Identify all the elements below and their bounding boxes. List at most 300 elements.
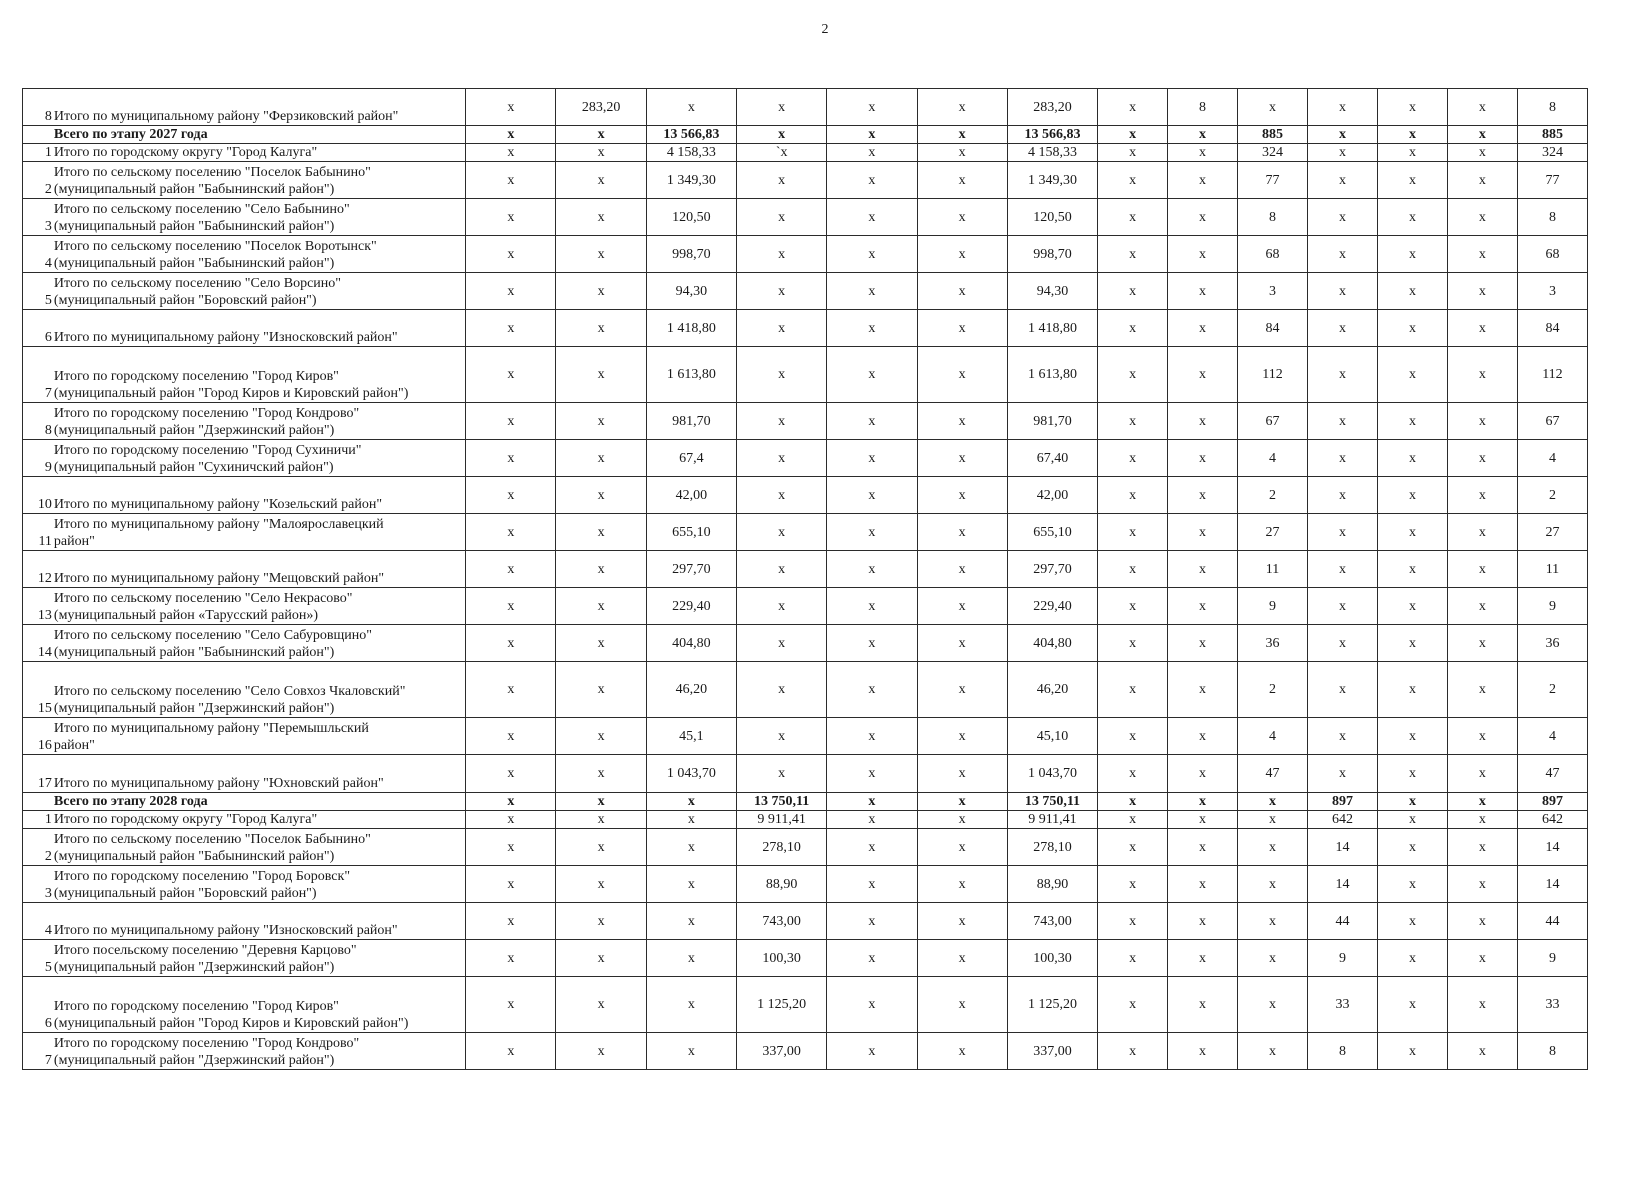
row-number: 3 xyxy=(23,866,53,903)
table-cell: х xyxy=(1168,793,1238,811)
row-number: 9 xyxy=(23,440,53,477)
table-cell: 84 xyxy=(1517,310,1587,347)
table-cell: 655,10 xyxy=(1007,514,1097,551)
table-cell: х xyxy=(917,199,1007,236)
table-cell: 8 xyxy=(1168,89,1238,126)
table-cell: 337,00 xyxy=(1007,1033,1097,1070)
row-number: 6 xyxy=(23,310,53,347)
table-cell: х xyxy=(1307,755,1377,793)
row-number: 7 xyxy=(23,347,53,403)
table-cell: 1 125,20 xyxy=(1007,977,1097,1033)
table-cell: х xyxy=(827,144,917,162)
table-cell: 45,10 xyxy=(1007,718,1097,755)
table-cell: 13 566,83 xyxy=(646,126,736,144)
table-cell: х xyxy=(737,755,827,793)
table-cell: х xyxy=(646,793,736,811)
table-cell: х xyxy=(1447,126,1517,144)
table-cell: х xyxy=(1098,162,1168,199)
table-cell: х xyxy=(466,903,556,940)
table-cell: х xyxy=(556,1033,646,1070)
table-cell: х xyxy=(1168,903,1238,940)
table-cell: х xyxy=(1377,755,1447,793)
table-cell: х xyxy=(917,126,1007,144)
table-cell: х xyxy=(1098,866,1168,903)
row-number: 5 xyxy=(23,940,53,977)
table-cell: х xyxy=(556,144,646,162)
row-name: Итого по сельскому поселению "Село Бабынино" (муниципальный район "Бабынинский район") xyxy=(53,199,466,236)
row-name: Итого по муниципальному району "Мещовский район" xyxy=(53,551,466,588)
table-cell: х xyxy=(556,866,646,903)
table-cell: х xyxy=(827,236,917,273)
table-cell: х xyxy=(1307,310,1377,347)
table-cell: х xyxy=(827,588,917,625)
table-cell: х xyxy=(827,514,917,551)
table-cell: х xyxy=(556,903,646,940)
table-cell: х xyxy=(466,514,556,551)
total-row xyxy=(23,126,1588,144)
table-cell: х xyxy=(1098,144,1168,162)
table-cell: х xyxy=(1447,310,1517,347)
table-cell: 84 xyxy=(1238,310,1308,347)
table-row xyxy=(23,162,1588,199)
table-cell: 11 xyxy=(1238,551,1308,588)
table-cell: х xyxy=(1098,310,1168,347)
table-cell: 88,90 xyxy=(1007,866,1097,903)
table-cell: 3 xyxy=(1517,273,1587,310)
table-cell: х xyxy=(556,440,646,477)
table-cell: х xyxy=(1168,440,1238,477)
table-cell: х xyxy=(1168,718,1238,755)
table-cell: х xyxy=(466,866,556,903)
table-cell: 283,20 xyxy=(1007,89,1097,126)
table-cell: 68 xyxy=(1238,236,1308,273)
table-cell: х xyxy=(1098,588,1168,625)
table-row xyxy=(23,89,1588,126)
table-cell: х xyxy=(737,477,827,514)
table-cell: х xyxy=(917,662,1007,718)
table-cell: х xyxy=(917,793,1007,811)
table-cell: 885 xyxy=(1517,126,1587,144)
table-cell: 1 349,30 xyxy=(1007,162,1097,199)
table-cell: х xyxy=(1307,273,1377,310)
table-cell: х xyxy=(1447,477,1517,514)
table-cell: 897 xyxy=(1307,793,1377,811)
table-cell: 1 043,70 xyxy=(1007,755,1097,793)
table-cell: х xyxy=(1098,940,1168,977)
table-cell: х xyxy=(556,477,646,514)
table-cell: х xyxy=(1168,588,1238,625)
table-cell: 4 xyxy=(1517,718,1587,755)
table-cell: х xyxy=(1307,347,1377,403)
table-cell: х xyxy=(1238,811,1308,829)
table-cell: 1 418,80 xyxy=(1007,310,1097,347)
table-cell: 897 xyxy=(1517,793,1587,811)
table-cell: х xyxy=(827,755,917,793)
table-row xyxy=(23,625,1588,662)
table-cell: 67 xyxy=(1238,403,1308,440)
table-cell: х xyxy=(1098,89,1168,126)
table-cell: х xyxy=(1098,514,1168,551)
table-cell: х xyxy=(917,477,1007,514)
table-row xyxy=(23,903,1588,940)
row-name: Итого по городскому поселению "Город Сухиничи" (муниципальный район "Сухиничский район") xyxy=(53,440,466,477)
row-number: 1 xyxy=(23,144,53,162)
table-cell: х xyxy=(917,236,1007,273)
table-cell: х xyxy=(1098,829,1168,866)
table-cell: х xyxy=(1447,162,1517,199)
table-row xyxy=(23,940,1588,977)
table-cell: х xyxy=(737,514,827,551)
table-cell: 45,1 xyxy=(646,718,736,755)
table-cell: 337,00 xyxy=(737,1033,827,1070)
table-cell: х xyxy=(1098,551,1168,588)
table-cell: х xyxy=(1098,977,1168,1033)
table-cell: 8 xyxy=(1517,1033,1587,1070)
table-cell: х xyxy=(556,829,646,866)
table-cell: х xyxy=(1307,144,1377,162)
row-number xyxy=(23,793,53,811)
table-cell: х xyxy=(1168,477,1238,514)
table-cell: 36 xyxy=(1238,625,1308,662)
table-cell: х xyxy=(1168,1033,1238,1070)
table-cell: 77 xyxy=(1517,162,1587,199)
table-cell: х xyxy=(917,588,1007,625)
table-cell: х xyxy=(917,940,1007,977)
table-cell: 94,30 xyxy=(646,273,736,310)
table-cell: 4 158,33 xyxy=(1007,144,1097,162)
table-cell: х xyxy=(1447,199,1517,236)
table-cell: 8 xyxy=(1238,199,1308,236)
table-cell: 981,70 xyxy=(1007,403,1097,440)
row-name: Итого посельскому поселению "Деревня Карцово" (муниципальный район "Дзержинский район") xyxy=(53,940,466,977)
table-cell: х xyxy=(1168,273,1238,310)
row-name: Итого по городскому поселению "Город Киров" (муниципальный район "Город Киров и Кировский район") xyxy=(53,347,466,403)
table-cell: х xyxy=(1168,199,1238,236)
table-cell: х xyxy=(827,347,917,403)
table-row xyxy=(23,588,1588,625)
table-cell: 112 xyxy=(1238,347,1308,403)
table-cell: х xyxy=(917,718,1007,755)
table-cell: 743,00 xyxy=(1007,903,1097,940)
table-cell: х xyxy=(1307,403,1377,440)
table-cell: 14 xyxy=(1307,866,1377,903)
table-cell: х xyxy=(1377,236,1447,273)
table-cell: х xyxy=(466,273,556,310)
table-cell: х xyxy=(827,89,917,126)
table-cell: х xyxy=(827,551,917,588)
table-cell: х xyxy=(827,440,917,477)
table-cell: х xyxy=(466,310,556,347)
row-number: 14 xyxy=(23,625,53,662)
table-cell: х xyxy=(466,829,556,866)
table-cell: х xyxy=(827,162,917,199)
table-cell: х xyxy=(1098,273,1168,310)
table-row xyxy=(23,977,1588,1033)
table-cell: х xyxy=(466,588,556,625)
table-cell: х xyxy=(646,829,736,866)
table-row xyxy=(23,310,1588,347)
table-cell: х xyxy=(1098,811,1168,829)
row-name: Всего по этапу 2027 года xyxy=(53,126,466,144)
row-number: 4 xyxy=(23,236,53,273)
table-cell: х xyxy=(466,162,556,199)
table-cell: х xyxy=(1377,440,1447,477)
table-cell: х xyxy=(556,977,646,1033)
table-cell: х xyxy=(827,310,917,347)
row-number: 12 xyxy=(23,551,53,588)
table-cell: 283,20 xyxy=(556,89,646,126)
table-cell: х xyxy=(1447,273,1517,310)
table-cell: 2 xyxy=(1517,477,1587,514)
table-cell: 46,20 xyxy=(1007,662,1097,718)
table-cell: х xyxy=(737,89,827,126)
table-cell: х xyxy=(466,718,556,755)
table-cell: х xyxy=(466,811,556,829)
table-cell: х xyxy=(556,755,646,793)
table-row xyxy=(23,551,1588,588)
table-cell: х xyxy=(1447,866,1517,903)
table-cell: х xyxy=(646,940,736,977)
table-cell: 404,80 xyxy=(646,625,736,662)
row-name: Итого по городскому округу "Город Калуга" xyxy=(53,144,466,162)
table-cell: х xyxy=(827,403,917,440)
table-cell: х xyxy=(827,940,917,977)
table-row xyxy=(23,718,1588,755)
table-cell: 13 566,83 xyxy=(1007,126,1097,144)
table-cell: х xyxy=(917,866,1007,903)
row-number: 8 xyxy=(23,89,53,126)
row-number: 10 xyxy=(23,477,53,514)
row-name: Итого по муниципальному району "Износковский район" xyxy=(53,903,466,940)
table-cell: х xyxy=(917,273,1007,310)
row-name: Итого по муниципальному району "Юхновский район" xyxy=(53,755,466,793)
table-cell: 14 xyxy=(1307,829,1377,866)
table-cell: 67,4 xyxy=(646,440,736,477)
table-cell: х xyxy=(1307,588,1377,625)
table-row xyxy=(23,477,1588,514)
row-name: Итого по городскому поселению "Город Кондрово" (муниципальный район "Дзержинский район") xyxy=(53,1033,466,1070)
table-cell: х xyxy=(917,440,1007,477)
table-cell: х xyxy=(1377,310,1447,347)
table-cell: 13 750,11 xyxy=(737,793,827,811)
table-cell: 9 xyxy=(1517,940,1587,977)
table-cell: х xyxy=(1447,793,1517,811)
table-cell: 3 xyxy=(1238,273,1308,310)
table-cell: х xyxy=(1168,126,1238,144)
row-number: 1 xyxy=(23,811,53,829)
table-cell: х xyxy=(1098,236,1168,273)
table-cell: 33 xyxy=(1307,977,1377,1033)
table-cell: х xyxy=(737,551,827,588)
row-name: Итого по городскому поселению "Город Киров" (муниципальный район "Город Киров и Кировский район") xyxy=(53,977,466,1033)
table-cell: х xyxy=(1377,811,1447,829)
table-cell: х xyxy=(827,273,917,310)
table-cell: х xyxy=(827,477,917,514)
table-cell: х xyxy=(827,793,917,811)
table-cell: х xyxy=(1447,551,1517,588)
table-cell: `х xyxy=(737,144,827,162)
table-cell: х xyxy=(556,625,646,662)
table-cell: х xyxy=(1377,126,1447,144)
table-cell: х xyxy=(1168,162,1238,199)
table-cell: х xyxy=(1447,662,1517,718)
row-name: Итого по сельскому поселению "Село Ворсино" (муниципальный район "Боровский район") xyxy=(53,273,466,310)
table-cell: 885 xyxy=(1238,126,1308,144)
table-cell: х xyxy=(737,236,827,273)
table-cell: х xyxy=(1168,347,1238,403)
table-cell: х xyxy=(1447,718,1517,755)
table-cell: х xyxy=(1377,662,1447,718)
table-cell: х xyxy=(646,977,736,1033)
table-cell: х xyxy=(556,199,646,236)
table-row xyxy=(23,662,1588,718)
table-row xyxy=(23,829,1588,866)
table-cell: 44 xyxy=(1517,903,1587,940)
row-number: 2 xyxy=(23,829,53,866)
table-cell: х xyxy=(556,718,646,755)
table-cell: х xyxy=(1307,89,1377,126)
table-cell: х xyxy=(1168,755,1238,793)
table-cell: х xyxy=(466,477,556,514)
table-cell: 36 xyxy=(1517,625,1587,662)
table-row xyxy=(23,440,1588,477)
table-cell: 642 xyxy=(1307,811,1377,829)
table-cell: х xyxy=(917,903,1007,940)
table-row xyxy=(23,1033,1588,1070)
table-cell: 33 xyxy=(1517,977,1587,1033)
table-cell: х xyxy=(1238,829,1308,866)
table-cell: х xyxy=(1307,718,1377,755)
table-cell: х xyxy=(1238,977,1308,1033)
table-cell: 4 xyxy=(1238,718,1308,755)
table-cell: х xyxy=(1377,477,1447,514)
table-cell: х xyxy=(827,662,917,718)
row-number: 13 xyxy=(23,588,53,625)
table-cell: х xyxy=(737,126,827,144)
row-name: Итого по сельскому поселению "Село Сабуровщино" (муниципальный район "Бабынинский район") xyxy=(53,625,466,662)
table-row xyxy=(23,236,1588,273)
table-cell: х xyxy=(1238,866,1308,903)
table-cell: х xyxy=(917,310,1007,347)
table-cell: х xyxy=(1377,403,1447,440)
table-cell: х xyxy=(1447,440,1517,477)
table-cell: 47 xyxy=(1238,755,1308,793)
table-cell: 100,30 xyxy=(1007,940,1097,977)
table-cell: х xyxy=(737,347,827,403)
table-cell: х xyxy=(737,310,827,347)
table-cell: х xyxy=(1377,89,1447,126)
total-row xyxy=(23,793,1588,811)
row-name: Итого по сельскому поселению "Село Совхоз Чкаловский" (муниципальный район "Дзержинский район") xyxy=(53,662,466,718)
table-cell: х xyxy=(827,829,917,866)
table-cell: х xyxy=(1098,126,1168,144)
table-cell: х xyxy=(1168,551,1238,588)
row-name: Всего по этапу 2028 года xyxy=(53,793,466,811)
table-cell: х xyxy=(466,662,556,718)
table-cell: х xyxy=(1098,199,1168,236)
table-cell: х xyxy=(1168,940,1238,977)
table-cell: 278,10 xyxy=(737,829,827,866)
table-cell: х xyxy=(917,144,1007,162)
table-cell: х xyxy=(466,144,556,162)
table-cell: 9 911,41 xyxy=(1007,811,1097,829)
table-cell: х xyxy=(1098,625,1168,662)
table-row xyxy=(23,811,1588,829)
table-cell: х xyxy=(1098,440,1168,477)
table-cell: х xyxy=(1447,829,1517,866)
table-cell: х xyxy=(466,1033,556,1070)
table-row xyxy=(23,514,1588,551)
table-cell: 8 xyxy=(1307,1033,1377,1070)
table-cell: х xyxy=(1098,662,1168,718)
table-cell: 1 349,30 xyxy=(646,162,736,199)
table-cell: х xyxy=(1377,866,1447,903)
table-cell: 47 xyxy=(1517,755,1587,793)
row-number: 7 xyxy=(23,1033,53,1070)
table-cell: х xyxy=(917,162,1007,199)
table-cell: х xyxy=(827,199,917,236)
table-cell: х xyxy=(1168,236,1238,273)
table-cell: х xyxy=(1098,347,1168,403)
table-cell: х xyxy=(1168,403,1238,440)
row-number: 15 xyxy=(23,662,53,718)
table-cell: х xyxy=(917,811,1007,829)
table-cell: х xyxy=(1238,940,1308,977)
table-row xyxy=(23,755,1588,793)
row-name: Итого по муниципальному району "Износковский район" xyxy=(53,310,466,347)
row-name: Итого по сельскому поселению "Поселок Бабынино" (муниципальный район "Бабынинский район") xyxy=(53,829,466,866)
table-cell: 2 xyxy=(1238,477,1308,514)
table-cell: х xyxy=(1168,977,1238,1033)
table-cell: 1 613,80 xyxy=(1007,347,1097,403)
table-cell: 2 xyxy=(1517,662,1587,718)
table-cell: 981,70 xyxy=(646,403,736,440)
row-number: 3 xyxy=(23,199,53,236)
table-cell: х xyxy=(1098,793,1168,811)
table-cell: х xyxy=(1168,625,1238,662)
table-cell: 120,50 xyxy=(646,199,736,236)
table-cell: 278,10 xyxy=(1007,829,1097,866)
table-cell: х xyxy=(737,662,827,718)
table-cell: 404,80 xyxy=(1007,625,1097,662)
row-name: Итого по муниципальному району "Ферзиковский район" xyxy=(53,89,466,126)
table-cell: 27 xyxy=(1517,514,1587,551)
table-cell: х xyxy=(917,89,1007,126)
table-cell: х xyxy=(466,403,556,440)
table-cell: 14 xyxy=(1517,866,1587,903)
table-cell: х xyxy=(737,588,827,625)
row-name: Итого по городскому поселению "Город Боровск" (муниципальный район "Боровский район") xyxy=(53,866,466,903)
table-cell: 44 xyxy=(1307,903,1377,940)
table-cell: х xyxy=(827,903,917,940)
table-cell: х xyxy=(1377,903,1447,940)
table-cell: х xyxy=(1377,940,1447,977)
table-cell: х xyxy=(466,940,556,977)
table-cell: х xyxy=(1377,273,1447,310)
table-cell: х xyxy=(1098,903,1168,940)
table-cell: 655,10 xyxy=(646,514,736,551)
table-cell: х xyxy=(917,403,1007,440)
table-cell: х xyxy=(466,551,556,588)
table-cell: х xyxy=(1447,811,1517,829)
table-cell: х xyxy=(1447,1033,1517,1070)
table-cell: 229,40 xyxy=(646,588,736,625)
table-cell: 1 613,80 xyxy=(646,347,736,403)
table-cell: х xyxy=(646,866,736,903)
table-cell: 42,00 xyxy=(1007,477,1097,514)
table-cell: х xyxy=(917,551,1007,588)
table-cell: 27 xyxy=(1238,514,1308,551)
